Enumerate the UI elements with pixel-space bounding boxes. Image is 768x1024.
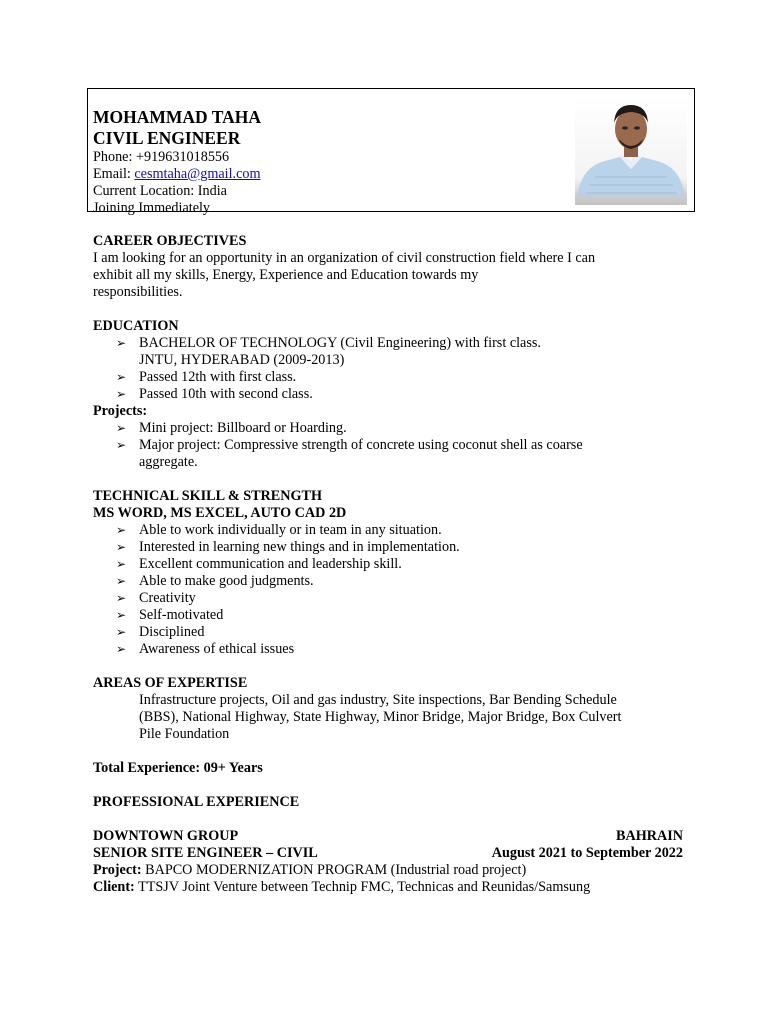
resume-body <box>93 233 683 896</box>
list-item <box>93 420 683 437</box>
job-role: SENIOR SITE ENGINEER – CIVIL <box>93 845 318 861</box>
spacer <box>93 777 683 794</box>
skill-item: Excellent communication and leadership skill. <box>139 556 402 572</box>
email-line <box>93 166 261 183</box>
skill-item: Self-motivated <box>139 607 224 623</box>
client-label: Client: <box>93 879 135 895</box>
list-item <box>93 573 683 590</box>
company-country: BAHRAIN <box>615 828 683 844</box>
list-item <box>93 590 683 607</box>
header-box <box>87 88 695 216</box>
phone-value: +919631018556 <box>135 149 230 165</box>
career-line: responsibilities. <box>93 284 183 300</box>
career-line: I am looking for an opportunity in an organization of civil construction field where I can <box>93 250 596 266</box>
experience-heading: PROFESSIONAL EXPERIENCE <box>93 794 300 810</box>
skill-item: Awareness of ethical issues <box>139 641 295 657</box>
expertise-line: (BBS), National Highway, State Highway, Minor Bridge, Major Bridge, Box Culvert <box>139 709 622 725</box>
list-item <box>93 369 683 386</box>
education-item-sub: JNTU, HYDERABAD (2009-2013) <box>139 352 345 368</box>
spacer <box>93 471 683 488</box>
profile-photo <box>575 97 687 205</box>
candidate-name: MOHAMMAD TAHA <box>93 107 262 127</box>
education-item: Passed 12th with first class. <box>139 369 297 385</box>
list-item <box>93 335 683 369</box>
list-item <box>93 386 683 403</box>
spacer <box>93 301 683 318</box>
arrow-bullet-icon: ➢ <box>116 540 127 554</box>
email-label: Email: <box>93 166 135 182</box>
project-item: Major project: Compressive strength of concrete using coconut shell as coarse <box>139 437 583 453</box>
list-item <box>93 624 683 641</box>
skills-heading: TECHNICAL SKILL & STRENGTH <box>93 488 323 504</box>
company-name: DOWNTOWN GROUP <box>93 828 239 844</box>
expertise-line: Pile Foundation <box>139 726 230 742</box>
contact-block <box>93 107 261 217</box>
arrow-bullet-icon: ➢ <box>116 625 127 639</box>
project-value: BAPCO MODERNIZATION PROGRAM (Industrial road project) <box>141 862 527 878</box>
arrow-bullet-icon: ➢ <box>116 387 127 401</box>
email-link[interactable]: cesmtaha@gmail.com <box>134 166 261 182</box>
client-value: TTSJV Joint Venture between Technip FMC, Technicas and Reunidas/Samsung <box>134 879 591 895</box>
career-line: exhibit all my skills, Energy, Experience and Education towards my <box>93 267 479 283</box>
education-list <box>93 335 683 403</box>
expertise-heading: AREAS OF EXPERTISE <box>93 675 248 691</box>
job-dates: August 2021 to September 2022 <box>491 845 683 861</box>
education-item: Passed 10th with second class. <box>139 386 313 402</box>
role-row <box>93 845 683 862</box>
arrow-bullet-icon: ➢ <box>116 557 127 571</box>
arrow-bullet-icon: ➢ <box>116 336 127 350</box>
arrow-bullet-icon: ➢ <box>116 642 127 656</box>
skill-item: Able to make good judgments. <box>139 573 314 589</box>
skill-item: Interested in learning new things and in implementation. <box>139 539 460 555</box>
skill-item: Disciplined <box>139 624 205 640</box>
phone-label: Phone: <box>93 149 136 165</box>
projects-list <box>93 420 683 471</box>
arrow-bullet-icon: ➢ <box>116 523 127 537</box>
career-heading: CAREER OBJECTIVES <box>93 233 247 249</box>
spacer <box>93 743 683 760</box>
list-item <box>93 607 683 624</box>
spacer <box>93 658 683 675</box>
skills-list <box>93 522 683 658</box>
education-item: BACHELOR OF TECHNOLOGY (Civil Engineering) with first class. <box>139 335 541 351</box>
arrow-bullet-icon: ➢ <box>116 574 127 588</box>
arrow-bullet-icon: ➢ <box>116 370 127 384</box>
project-line <box>93 862 683 879</box>
joining-line: Joining Immediately <box>93 200 211 216</box>
arrow-bullet-icon: ➢ <box>116 608 127 622</box>
skill-item: Creativity <box>139 590 196 606</box>
list-item <box>93 556 683 573</box>
project-item-sub: aggregate. <box>139 454 198 470</box>
client-line <box>93 879 683 896</box>
company-row <box>93 828 683 845</box>
arrow-bullet-icon: ➢ <box>116 591 127 605</box>
phone-line <box>93 149 261 166</box>
expertise-line: Infrastructure projects, Oil and gas industry, Site inspections, Bar Bending Schedule <box>139 692 617 708</box>
total-experience: Total Experience: 09+ Years <box>93 760 263 776</box>
project-item: Mini project: Billboard or Hoarding. <box>139 420 347 436</box>
skills-subheading: MS WORD, MS EXCEL, AUTO CAD 2D <box>93 505 347 521</box>
list-item <box>93 437 683 471</box>
list-item <box>93 641 683 658</box>
candidate-title: CIVIL ENGINEER <box>93 128 241 148</box>
arrow-bullet-icon: ➢ <box>116 438 127 452</box>
list-item <box>93 522 683 539</box>
education-heading: EDUCATION <box>93 318 179 334</box>
projects-heading: Projects: <box>93 403 148 419</box>
project-label: Project: <box>93 862 142 878</box>
arrow-bullet-icon: ➢ <box>116 421 127 435</box>
spacer <box>93 811 683 828</box>
location-line: Current Location: India <box>93 183 227 199</box>
list-item <box>93 539 683 556</box>
skill-item: Able to work individually or in team in any situation. <box>139 522 442 538</box>
